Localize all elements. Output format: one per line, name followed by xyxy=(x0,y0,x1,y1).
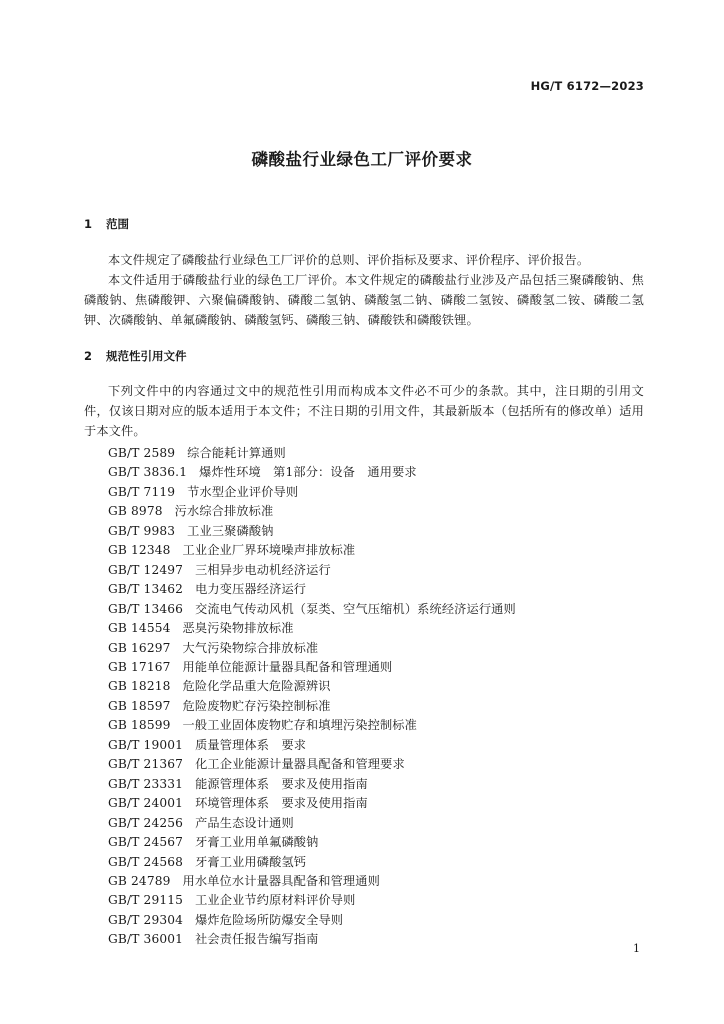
section-1-title: 范围 xyxy=(106,217,129,231)
reference-item xyxy=(108,580,516,599)
section-1-heading xyxy=(84,216,129,232)
reference-code: GB/T 13466 xyxy=(108,601,184,616)
reference-item xyxy=(108,930,516,949)
reference-title: 污水综合排放标准 xyxy=(174,504,274,519)
section-2-heading xyxy=(84,348,187,364)
reference-item xyxy=(108,541,516,560)
reference-code: GB/T 29304 xyxy=(108,912,184,927)
reference-code: GB/T 12497 xyxy=(108,562,184,577)
reference-item xyxy=(108,677,516,696)
reference-title: 爆炸危险场所防爆安全导则 xyxy=(195,912,344,927)
reference-title: 危险化学品重大危险源辨识 xyxy=(182,679,331,694)
reference-code: GB/T 19001 xyxy=(108,737,184,752)
reference-item xyxy=(108,639,516,658)
reference-code: GB/T 13462 xyxy=(108,582,184,597)
reference-item xyxy=(108,658,516,677)
reference-title: 用水单位水计量器具配备和管理通则 xyxy=(182,873,380,888)
reference-title: 大气污染物综合排放标准 xyxy=(182,640,319,655)
reference-code: GB/T 29115 xyxy=(108,893,184,908)
reference-code: GB/T 7119 xyxy=(108,484,176,499)
reference-title: 爆炸性环境 第1部分：设备 通用要求 xyxy=(199,465,417,480)
reference-title: 环境管理体系 要求及使用指南 xyxy=(195,796,368,811)
reference-item xyxy=(108,483,516,502)
reference-code: GB/T 24256 xyxy=(108,815,184,830)
reference-item xyxy=(108,619,516,638)
reference-item xyxy=(108,736,516,755)
reference-item xyxy=(108,463,516,482)
section-1-number: 1 xyxy=(84,217,93,231)
reference-item xyxy=(108,697,516,716)
reference-item xyxy=(108,775,516,794)
section-2-paragraph-1: 下列文件中的内容通过文中的规范性引用而构成本文件必不可少的条款。其中，注日期的引用文件，仅该日期对应的版本适用于本文件；不注日期的引用文件，其最新版本（包括所有的修改单）适用于本文件。 xyxy=(84,384,644,438)
reference-title: 综合能耗计算通则 xyxy=(187,446,286,460)
page-number: 1 xyxy=(633,942,640,955)
reference-item xyxy=(108,814,516,833)
reference-item xyxy=(108,716,516,735)
reference-item xyxy=(108,833,516,852)
reference-code: GB/T 24568 xyxy=(108,854,184,869)
reference-code: GB 14554 xyxy=(108,621,171,636)
reference-code: GB 18597 xyxy=(108,698,171,713)
reference-item xyxy=(108,502,516,521)
reference-code: GB/T 24001 xyxy=(108,796,184,811)
normative-references-list xyxy=(108,444,516,950)
reference-title: 三相异步电动机经济运行 xyxy=(195,562,331,577)
standard-code: HG/T 6172—2023 xyxy=(530,79,644,93)
section-2-number: 2 xyxy=(84,349,93,363)
reference-code: GB 16297 xyxy=(108,640,171,655)
reference-title: 一般工业固体废物贮存和填埋污染控制标准 xyxy=(182,718,417,733)
reference-title: 交流电气传动风机（泵类、空气压缩机）系统经济运行通则 xyxy=(195,601,516,616)
reference-item xyxy=(108,561,516,580)
reference-title: 化工企业能源计量器具配备和管理要求 xyxy=(195,757,405,772)
reference-code: GB 12348 xyxy=(108,543,171,558)
reference-title: 牙膏工业用磷酸氢钙 xyxy=(195,854,307,869)
reference-item xyxy=(108,444,516,463)
reference-item xyxy=(108,522,516,541)
section-2-title: 规范性引用文件 xyxy=(106,349,187,363)
reference-item xyxy=(108,794,516,813)
reference-code: GB 18218 xyxy=(108,679,171,694)
reference-code: GB 17167 xyxy=(108,659,171,674)
reference-item xyxy=(108,755,516,774)
reference-code: GB 24789 xyxy=(108,873,171,888)
reference-item xyxy=(108,911,516,930)
reference-code: GB/T 23331 xyxy=(108,776,184,791)
section-1-paragraph-1: 本文件规定了磷酸盐行业绿色工厂评价的总则、评价指标及要求、评价程序、评价报告。 xyxy=(108,253,590,267)
reference-code: GB/T 24567 xyxy=(108,835,184,850)
reference-title: 电力变压器经济运行 xyxy=(195,582,307,597)
reference-title: 质量管理体系 要求 xyxy=(195,737,307,752)
reference-title: 工业三聚磷酸钠 xyxy=(187,523,274,538)
reference-code: GB/T 2589 xyxy=(108,446,176,460)
reference-code: GB/T 9983 xyxy=(108,523,176,538)
reference-title: 危险废物贮存污染控制标准 xyxy=(182,698,331,713)
reference-item xyxy=(108,600,516,619)
reference-code: GB 8978 xyxy=(108,504,163,519)
reference-item xyxy=(108,872,516,891)
reference-code: GB 18599 xyxy=(108,718,171,733)
reference-title: 恶臭污染物排放标准 xyxy=(182,621,294,636)
reference-item xyxy=(108,891,516,910)
reference-title: 产品生态设计通则 xyxy=(195,815,294,830)
reference-code: GB/T 36001 xyxy=(108,932,184,947)
document-title: 磷酸盐行业绿色工厂评价要求 xyxy=(251,150,473,169)
reference-title: 牙膏工业用单氟磷酸钠 xyxy=(195,835,319,850)
section-1-paragraph-2: 本文件适用于磷酸盐行业的绿色工厂评价。本文件规定的磷酸盐行业涉及产品包括三聚磷酸钠、焦磷酸钠、焦磷酸钾、六聚偏磷酸钠、磷酸二氢钠、磷酸氢二钠、磷酸二氢铵、磷酸氢二铵、磷酸二氢钾、次磷酸钠、单氟磷酸钠、磷酸氢钙、磷酸三钠、磷酸铁和磷酸铁锂。 xyxy=(84,273,644,327)
reference-title: 用能单位能源计量器具配备和管理通则 xyxy=(182,659,393,674)
reference-code: GB/T 21367 xyxy=(108,757,184,772)
reference-title: 工业企业厂界环境噪声排放标准 xyxy=(182,543,356,558)
reference-code: GB/T 3836.1 xyxy=(108,465,188,480)
reference-item xyxy=(108,853,516,872)
reference-title: 工业企业节约原材料评价导则 xyxy=(195,893,356,908)
reference-title: 社会责任报告编写指南 xyxy=(195,932,319,947)
reference-title: 节水型企业评价导则 xyxy=(187,484,299,499)
reference-title: 能源管理体系 要求及使用指南 xyxy=(195,776,368,791)
